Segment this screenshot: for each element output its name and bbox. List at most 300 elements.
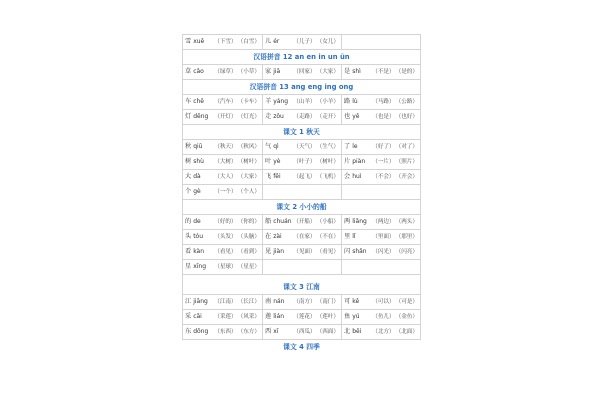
table-row bbox=[183, 310, 421, 325]
example-words bbox=[372, 170, 418, 184]
example-word: （汽车） bbox=[214, 99, 237, 105]
hanzi: 儿 bbox=[265, 38, 272, 45]
table-row bbox=[183, 325, 421, 340]
character-entry bbox=[344, 95, 418, 109]
example-word: （那里） bbox=[395, 234, 418, 240]
example-word: （两头） bbox=[395, 219, 418, 225]
empty-cell bbox=[263, 185, 342, 200]
empty-cell bbox=[263, 260, 342, 275]
character-cell bbox=[183, 140, 263, 155]
example-word: （一个） bbox=[214, 189, 237, 195]
character-cell bbox=[263, 35, 342, 50]
section-heading-row bbox=[183, 340, 421, 355]
hanzi: 灯 bbox=[185, 113, 192, 120]
example-word: （大家） bbox=[237, 174, 260, 180]
character-entry bbox=[265, 140, 339, 154]
character-entry bbox=[344, 230, 418, 244]
character-heading bbox=[265, 325, 278, 339]
example-words bbox=[214, 95, 260, 109]
pinyin: liǎng bbox=[352, 218, 367, 225]
example-word: （起飞） bbox=[293, 174, 316, 180]
example-word: （不会） bbox=[372, 174, 395, 180]
example-word: （不是） bbox=[372, 69, 395, 75]
character-entry bbox=[265, 35, 339, 49]
example-words bbox=[372, 295, 418, 309]
pinyin: huì bbox=[352, 173, 362, 180]
hanzi: 闪 bbox=[344, 248, 351, 255]
section-heading: 课文 1 秋天 bbox=[183, 125, 421, 140]
table-row bbox=[183, 155, 421, 170]
character-entry bbox=[265, 230, 339, 244]
example-words bbox=[293, 155, 339, 169]
example-words bbox=[293, 245, 339, 259]
example-words bbox=[372, 65, 418, 79]
character-heading bbox=[344, 295, 359, 309]
example-word: （风采） bbox=[237, 314, 260, 320]
example-word: （大家） bbox=[316, 69, 339, 75]
example-word: （开船） bbox=[293, 219, 316, 225]
example-word: （公路） bbox=[395, 99, 418, 105]
example-word: （见面） bbox=[293, 249, 316, 255]
example-word: （走路） bbox=[293, 114, 316, 120]
example-word: （大树） bbox=[214, 159, 237, 165]
table-row bbox=[183, 110, 421, 125]
example-words bbox=[372, 310, 418, 324]
character-entry bbox=[344, 295, 418, 309]
character-entry bbox=[185, 95, 260, 109]
table-row bbox=[183, 35, 421, 50]
hanzi: 东 bbox=[185, 328, 192, 335]
example-word: （北方） bbox=[372, 329, 395, 335]
pinyin: jiā bbox=[273, 68, 281, 75]
character-cell bbox=[342, 295, 421, 310]
example-word: （鱼儿） bbox=[372, 314, 395, 320]
example-words bbox=[293, 110, 339, 124]
pinyin: xīng bbox=[193, 263, 207, 270]
character-cell bbox=[263, 110, 342, 125]
character-heading bbox=[344, 95, 358, 109]
character-cell bbox=[263, 155, 342, 170]
section-heading-row bbox=[183, 80, 421, 95]
example-word: （东西） bbox=[214, 329, 237, 335]
character-entry bbox=[265, 170, 339, 184]
character-entry bbox=[265, 325, 339, 339]
pinyin: yè bbox=[273, 158, 281, 165]
example-word: （在家） bbox=[293, 234, 316, 240]
example-word: （也是） bbox=[372, 114, 395, 120]
pinyin: zài bbox=[273, 233, 282, 240]
character-heading bbox=[265, 215, 292, 229]
character-heading bbox=[344, 155, 365, 169]
pinyin: yáng bbox=[273, 98, 289, 105]
example-word: （可以） bbox=[372, 299, 395, 305]
character-cell bbox=[183, 95, 263, 110]
character-entry bbox=[265, 110, 339, 124]
example-words bbox=[293, 325, 339, 339]
character-heading bbox=[185, 140, 202, 154]
example-word: （下雪） bbox=[214, 39, 237, 45]
character-entry bbox=[265, 310, 339, 324]
example-words bbox=[214, 140, 260, 154]
hanzi: 叶 bbox=[265, 158, 272, 165]
hanzi: 飞 bbox=[265, 173, 272, 180]
table-row bbox=[183, 185, 421, 200]
example-word: （照片） bbox=[395, 159, 418, 165]
character-heading bbox=[185, 325, 208, 339]
pinyin: dōng bbox=[193, 328, 209, 335]
character-entry bbox=[265, 65, 339, 79]
character-cell bbox=[183, 155, 263, 170]
hanzi: 了 bbox=[344, 143, 351, 150]
example-word: （两边） bbox=[372, 219, 395, 225]
example-word: （看见） bbox=[214, 249, 237, 255]
example-words bbox=[293, 295, 339, 309]
character-heading bbox=[185, 110, 208, 124]
table-row bbox=[183, 295, 421, 310]
section-heading: 汉语拼音 12 an en in un ün bbox=[183, 50, 421, 65]
hanzi: 江 bbox=[185, 298, 192, 305]
character-heading bbox=[344, 65, 361, 79]
section-heading: 课文 2 小小的船 bbox=[183, 200, 421, 215]
hanzi: 可 bbox=[344, 298, 351, 305]
hanzi: 看 bbox=[185, 248, 192, 255]
character-heading bbox=[344, 215, 367, 229]
section-heading: 课文 3 江南 bbox=[183, 275, 421, 295]
example-word: （回家） bbox=[293, 69, 316, 75]
example-words bbox=[293, 35, 339, 49]
pinyin: dēng bbox=[193, 113, 209, 120]
character-entry bbox=[185, 310, 260, 324]
example-word: （白雪） bbox=[237, 39, 260, 45]
character-cell bbox=[183, 260, 263, 275]
pinyin: dà bbox=[193, 173, 201, 180]
example-word: （秋风） bbox=[237, 144, 260, 150]
example-words bbox=[214, 295, 260, 309]
character-entry bbox=[185, 230, 260, 244]
example-word: （树叶） bbox=[316, 159, 339, 165]
table-row bbox=[183, 215, 421, 230]
example-words bbox=[214, 230, 260, 244]
hanzi: 采 bbox=[185, 313, 192, 320]
hanzi: 南 bbox=[265, 298, 272, 305]
example-word: （南门） bbox=[316, 299, 339, 305]
character-heading bbox=[265, 140, 279, 154]
hanzi: 个 bbox=[185, 188, 192, 195]
vocabulary-table bbox=[182, 34, 421, 355]
character-cell bbox=[263, 140, 342, 155]
character-cell bbox=[342, 95, 421, 110]
character-entry bbox=[185, 155, 260, 169]
table-row bbox=[183, 140, 421, 155]
character-cell bbox=[183, 230, 263, 245]
example-words bbox=[214, 310, 260, 324]
example-word: （对了） bbox=[395, 144, 418, 150]
character-entry bbox=[185, 170, 260, 184]
character-entry bbox=[185, 295, 260, 309]
example-words bbox=[293, 95, 339, 109]
pinyin: chuán bbox=[273, 218, 292, 225]
character-heading bbox=[344, 170, 361, 184]
example-words bbox=[372, 140, 418, 154]
empty-cell bbox=[342, 260, 421, 275]
hanzi: 羊 bbox=[265, 98, 272, 105]
character-cell bbox=[342, 325, 421, 340]
character-cell bbox=[342, 110, 421, 125]
example-word: （树叶） bbox=[237, 159, 260, 165]
character-entry bbox=[185, 110, 260, 124]
character-entry bbox=[344, 310, 418, 324]
character-entry bbox=[344, 155, 418, 169]
example-word: （叶子） bbox=[293, 159, 316, 165]
example-word: （好了） bbox=[372, 144, 395, 150]
pinyin: tóu bbox=[193, 233, 204, 240]
table-row bbox=[183, 245, 421, 260]
hanzi: 头 bbox=[185, 233, 192, 240]
example-words bbox=[214, 245, 260, 259]
example-word: （你的） bbox=[237, 219, 260, 225]
character-entry bbox=[344, 140, 418, 154]
empty-cell bbox=[342, 35, 421, 50]
section-heading: 课文 4 四季 bbox=[183, 340, 421, 355]
example-word: （也好） bbox=[395, 114, 418, 120]
character-cell bbox=[342, 310, 421, 325]
character-heading bbox=[185, 65, 204, 79]
example-word: （长江） bbox=[237, 299, 260, 305]
example-word: （绿草） bbox=[214, 69, 237, 75]
character-heading bbox=[265, 245, 284, 259]
character-entry bbox=[344, 65, 418, 79]
character-cell bbox=[263, 245, 342, 260]
example-word: （小羊） bbox=[316, 99, 339, 105]
hanzi: 秋 bbox=[185, 143, 192, 150]
character-cell bbox=[183, 35, 263, 50]
character-cell bbox=[183, 325, 263, 340]
example-word: （可是） bbox=[395, 299, 418, 305]
example-word: （闪亮） bbox=[395, 249, 418, 255]
hanzi: 里 bbox=[344, 233, 351, 240]
example-words bbox=[214, 170, 260, 184]
example-words bbox=[214, 35, 260, 49]
character-entry bbox=[185, 260, 260, 274]
example-words bbox=[214, 260, 260, 274]
pinyin: shǎn bbox=[352, 248, 367, 255]
example-words bbox=[293, 140, 339, 154]
example-words bbox=[372, 110, 418, 124]
example-words bbox=[293, 65, 339, 79]
hanzi: 走 bbox=[265, 113, 272, 120]
character-entry bbox=[185, 245, 260, 259]
character-entry bbox=[265, 215, 339, 229]
character-heading bbox=[185, 185, 201, 199]
example-words bbox=[214, 155, 260, 169]
section-heading-row bbox=[183, 125, 421, 140]
example-word: （开灯） bbox=[214, 114, 237, 120]
example-word: （天气） bbox=[293, 144, 316, 150]
character-heading bbox=[265, 110, 284, 124]
example-words bbox=[293, 170, 339, 184]
hanzi: 的 bbox=[185, 218, 192, 225]
vocabulary-table-body bbox=[183, 35, 421, 355]
character-cell bbox=[183, 185, 263, 200]
example-word: （走开） bbox=[316, 114, 339, 120]
character-heading bbox=[185, 35, 204, 49]
example-word: （南方） bbox=[293, 299, 316, 305]
example-word: （江南） bbox=[214, 299, 237, 305]
character-heading bbox=[265, 170, 281, 184]
hanzi: 两 bbox=[344, 218, 351, 225]
example-word: （小船） bbox=[316, 219, 339, 225]
character-entry bbox=[185, 185, 260, 199]
character-cell bbox=[183, 295, 263, 310]
hanzi: 是 bbox=[344, 68, 351, 75]
example-word: （头发） bbox=[214, 234, 237, 240]
example-word: （卡车） bbox=[237, 99, 260, 105]
example-word: （金鱼） bbox=[395, 314, 418, 320]
hanzi: 家 bbox=[265, 68, 272, 75]
table-row bbox=[183, 260, 421, 275]
example-word: （马路） bbox=[372, 99, 395, 105]
pinyin: cǎo bbox=[193, 68, 204, 75]
pinyin: kě bbox=[352, 298, 360, 305]
pinyin: xuě bbox=[193, 38, 205, 45]
hanzi: 会 bbox=[344, 173, 351, 180]
example-word: （好的） bbox=[214, 219, 237, 225]
example-word: （秋天） bbox=[214, 144, 237, 150]
character-cell bbox=[183, 110, 263, 125]
pinyin: piàn bbox=[352, 158, 366, 165]
hanzi: 在 bbox=[265, 233, 272, 240]
hanzi: 雪 bbox=[185, 38, 192, 45]
hanzi: 草 bbox=[185, 68, 192, 75]
example-word: （不在） bbox=[316, 234, 339, 240]
example-words bbox=[214, 185, 260, 199]
example-words bbox=[214, 215, 260, 229]
example-word: （看到） bbox=[237, 249, 260, 255]
pinyin: gè bbox=[193, 188, 201, 195]
example-word: （采莲） bbox=[214, 314, 237, 320]
character-entry bbox=[344, 215, 418, 229]
pinyin: xī bbox=[273, 328, 279, 335]
section-heading-row bbox=[183, 50, 421, 65]
pinyin: yě bbox=[352, 113, 360, 120]
character-cell bbox=[183, 170, 263, 185]
table-row bbox=[183, 170, 421, 185]
character-heading bbox=[265, 65, 280, 79]
hanzi: 见 bbox=[265, 248, 272, 255]
pinyin: jiàn bbox=[273, 248, 285, 255]
character-entry bbox=[265, 95, 339, 109]
example-word: （里面） bbox=[372, 234, 395, 240]
empty-cell bbox=[342, 185, 421, 200]
pinyin: fēi bbox=[273, 173, 281, 180]
example-word: （小草） bbox=[237, 69, 260, 75]
character-cell bbox=[263, 65, 342, 80]
example-word: （闪光） bbox=[372, 249, 395, 255]
character-cell bbox=[263, 170, 342, 185]
pinyin: qiū bbox=[193, 143, 203, 150]
document-page bbox=[182, 34, 420, 355]
example-word: （莲叶） bbox=[316, 314, 339, 320]
character-heading bbox=[185, 310, 202, 324]
example-word: （生气） bbox=[316, 144, 339, 150]
character-heading bbox=[344, 110, 359, 124]
character-cell bbox=[263, 310, 342, 325]
example-word: （是的） bbox=[395, 69, 418, 75]
hanzi: 路 bbox=[344, 98, 351, 105]
character-cell bbox=[342, 230, 421, 245]
example-words bbox=[293, 230, 339, 244]
hanzi: 片 bbox=[344, 158, 351, 165]
pinyin: kàn bbox=[193, 248, 205, 255]
character-entry bbox=[185, 215, 260, 229]
character-entry bbox=[265, 155, 339, 169]
example-words bbox=[372, 155, 418, 169]
character-entry bbox=[185, 325, 260, 339]
character-heading bbox=[344, 325, 361, 339]
example-word: （星球） bbox=[214, 264, 237, 270]
character-cell bbox=[263, 325, 342, 340]
character-heading bbox=[185, 155, 204, 169]
character-heading bbox=[344, 140, 358, 154]
table-row bbox=[183, 230, 421, 245]
example-word: （北面） bbox=[395, 329, 418, 335]
pinyin: yú bbox=[352, 313, 360, 320]
character-cell bbox=[342, 170, 421, 185]
character-heading bbox=[185, 215, 201, 229]
pinyin: shù bbox=[193, 158, 204, 165]
character-entry bbox=[344, 110, 418, 124]
pinyin: shì bbox=[352, 68, 361, 75]
character-cell bbox=[342, 65, 421, 80]
pinyin: lián bbox=[273, 313, 285, 320]
hanzi: 鱼 bbox=[344, 313, 351, 320]
character-cell bbox=[263, 295, 342, 310]
example-word: （看见） bbox=[316, 249, 339, 255]
example-word: （开会） bbox=[395, 174, 418, 180]
character-heading bbox=[344, 230, 356, 244]
example-word: （星星） bbox=[237, 264, 260, 270]
example-word: （西瓜） bbox=[293, 329, 316, 335]
character-heading bbox=[185, 170, 201, 184]
hanzi: 北 bbox=[344, 328, 351, 335]
character-heading bbox=[265, 310, 284, 324]
character-cell bbox=[342, 245, 421, 260]
example-words bbox=[372, 245, 418, 259]
example-words bbox=[214, 110, 260, 124]
example-word: （东方） bbox=[237, 329, 260, 335]
character-cell bbox=[183, 65, 263, 80]
pinyin: de bbox=[193, 218, 201, 225]
character-cell bbox=[342, 155, 421, 170]
pinyin: ér bbox=[273, 38, 280, 45]
example-word: （女儿） bbox=[316, 39, 339, 45]
character-entry bbox=[344, 170, 418, 184]
example-word: （儿子） bbox=[293, 39, 316, 45]
character-entry bbox=[185, 35, 260, 49]
character-entry bbox=[185, 65, 260, 79]
character-cell bbox=[263, 230, 342, 245]
pinyin: zǒu bbox=[273, 113, 284, 120]
hanzi: 也 bbox=[344, 113, 351, 120]
character-cell bbox=[263, 215, 342, 230]
example-words bbox=[214, 65, 260, 79]
pinyin: lù bbox=[352, 98, 358, 105]
example-words bbox=[372, 95, 418, 109]
table-row bbox=[183, 95, 421, 110]
pinyin: qì bbox=[273, 143, 279, 150]
character-heading bbox=[265, 295, 284, 309]
character-cell bbox=[183, 215, 263, 230]
